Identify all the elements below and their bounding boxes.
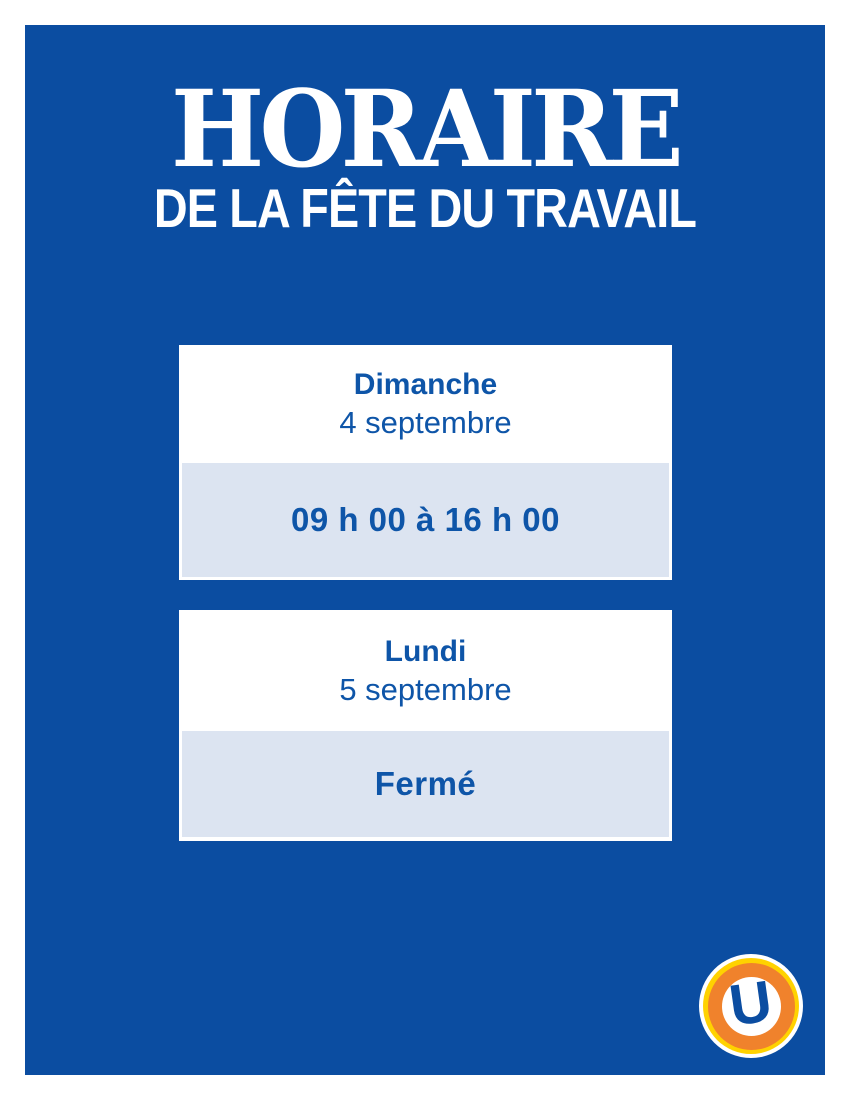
logo-inner-disc xyxy=(722,968,781,1039)
logo-orange-ring xyxy=(708,963,795,1050)
hours-label: Fermé xyxy=(182,731,669,837)
day-label: Dimanche xyxy=(353,368,498,401)
page-title: HORAIRE xyxy=(170,66,680,191)
schedule-card-monday xyxy=(179,610,672,841)
date-label: 4 septembre xyxy=(339,405,512,440)
uniprix-logo xyxy=(699,954,803,1058)
logo-yellow-ring xyxy=(703,958,799,1054)
hours-label: 09 h 00 à 16 h 00 xyxy=(182,463,669,577)
day-label: Lundi xyxy=(384,634,467,668)
card-day-section xyxy=(179,610,672,731)
date-label: 5 septembre xyxy=(339,671,512,707)
page-subtitle: DE LA FÊTE DU TRAVAIL xyxy=(153,177,697,239)
u-logo-icon: U xyxy=(725,968,776,1039)
card-day-section xyxy=(179,345,672,463)
schedule-card-sunday xyxy=(179,345,672,580)
